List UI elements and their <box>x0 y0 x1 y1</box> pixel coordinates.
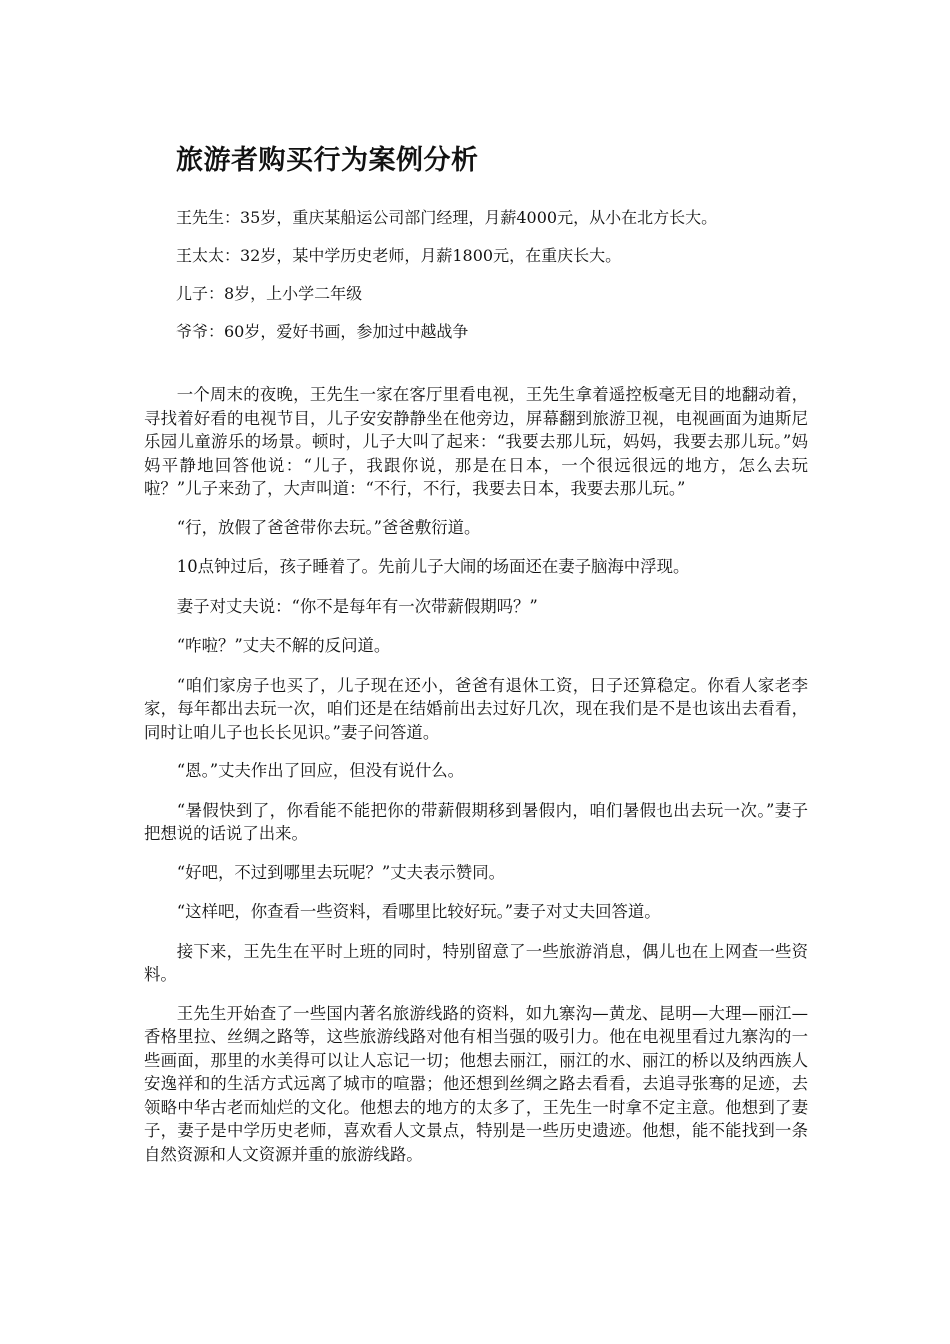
paragraph-5: “咋啦？”丈夫不解的反问道。 <box>176 636 391 655</box>
paragraph-4: 妻子对丈夫说：“你不是每年有一次带薪假期吗？” <box>176 596 538 616</box>
paragraph-6: “咱们家房子也买了，儿子现在还小，爸爸有退休工资，日子还算稳定。你看人家老李家，每年都出去玩一次，咱们还是在结婚前出去过好几次，现在我们是不是也该出去看看，同时让咱儿子也长长见识。”妻子问答道。 <box>144 675 808 742</box>
paragraph-11: 接下来，王先生在平时上班的同时，特别留意了一些旅游消息，偶儿也在上网查一些资料。 <box>144 941 808 984</box>
paragraph-7: “恩。”丈夫作出了回应，但没有说什么。 <box>176 761 464 780</box>
paragraph-9: “好吧，不过到哪里去玩呢？”丈夫表示赞同。 <box>176 862 505 882</box>
paragraph-10: “这样吧，你查看一些资料，看哪里比较好玩。”妻子对丈夫回答道。 <box>176 902 661 921</box>
paragraph-3: 10点钟过后，孩子睡着了。先前儿子大闹的场面还在妻子脑海中浮现。 <box>176 557 690 576</box>
paragraph-1: 一个周末的夜晚，王先生一家在客厅里看电视，王先生拿着遥控板毫无目的地翻动着，寻找着好看的电视节目，儿子安安静静坐在他旁边，屏幕翻到旅游卫视，电视画面为迪斯尼乐园儿童游乐的场景。顿时，儿子大叫了起来：“我要去那儿玩，妈妈，我要去那儿玩。”妈妈平静地回答他说：“儿子，我跟你说，那是在日本，一个很远很远的地方，怎么去玩啦？”儿子来劲了，大声叫道：“不行，不行，我要去日本，我要去那儿玩。” <box>144 385 808 498</box>
profile-father: 王先生：35岁，重庆某船运公司部门经理，月薪4000元，从小在北方长大。 <box>176 208 718 227</box>
paragraph-8: “暑假快到了，你看能不能把你的带薪假期移到暑假内，咱们暑假也出去玩一次。”妻子把想说的话说了出来。 <box>144 800 808 843</box>
profile-grandfather: 爷爷：60岁，爱好书画，参加过中越战争 <box>176 322 469 341</box>
case-narrative <box>144 383 808 1181</box>
paragraph-12: 王先生开始查了一些国内著名旅游线路的资料，如九寨沟—黄龙、昆明—大理—丽江—香格里拉、丝绸之路等，这些旅游线路对他有相当强的吸引力。他在电视里看过九寨沟的一些画面，那里的水美得可以让人忘记一切；他想去丽江，丽江的水、丽江的桥以及纳西族人安逸祥和的生活方式远离了城市的喧嚣；他还想到丝绸之路去看看，去追寻张骞的足迹，去领略中华古老而灿烂的文化。他想去的地方的太多了，王先生一时拿不定主意。他想到了妻子，妻子是中学历史老师，喜欢看人文景点，特别是一些历史遗迹。他想，能不能找到一条自然资源和人文资源并重的旅游线路。 <box>144 1003 808 1164</box>
profile-son: 儿子：8岁，上小学二年级 <box>176 284 363 303</box>
paragraph-2: “行，放假了爸爸带你去玩。”爸爸敷衍道。 <box>176 517 481 537</box>
family-profiles <box>176 199 816 351</box>
profile-mother: 王太太：32岁，某中学历史老师，月薪1800元，在重庆长大。 <box>176 246 622 265</box>
document-title: 旅游者购买行为案例分析 <box>176 145 479 176</box>
